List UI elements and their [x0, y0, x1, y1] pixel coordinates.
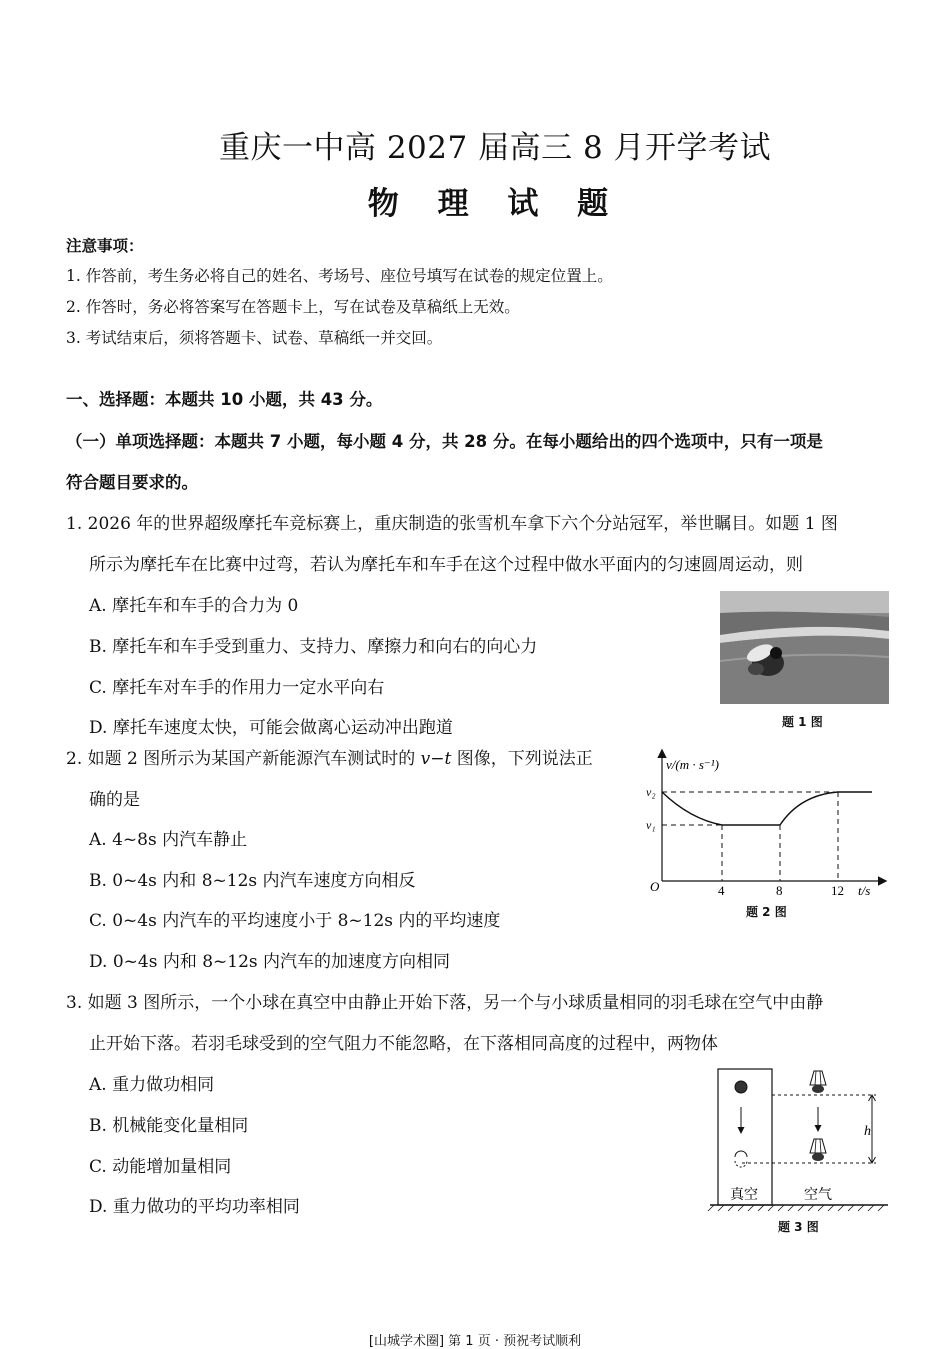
- exam-subtitle: 物 理 试 题: [367, 186, 623, 222]
- ground-hatch: [708, 1205, 884, 1211]
- t-axis-label: t/s: [858, 883, 871, 898]
- height-label: h: [864, 1124, 871, 1139]
- q3-option-c: C. 动能增加量相同: [89, 1157, 232, 1177]
- vt-curve: [662, 792, 872, 825]
- ball-end: [735, 1151, 747, 1157]
- shuttlecock-start: [810, 1071, 826, 1093]
- notice-item: 2. 作答时，务必将答案写在答题卡上，写在试卷及草稿纸上无效。: [66, 298, 520, 316]
- q3-fall-figure: [706, 1065, 890, 1215]
- q3-option-d: D. 重力做功的平均功率相同: [89, 1197, 300, 1217]
- ball-arrow: [738, 1127, 745, 1134]
- tick-label-12: 12: [831, 883, 844, 898]
- q1-figure-caption: 题 1 图: [782, 715, 823, 729]
- q1-option-a: A. 摩托车和车手的合力为 0: [89, 596, 299, 616]
- shuttlecock-end: [810, 1139, 826, 1161]
- page-footer: [山城学术圈] 第 1 页 · 预祝考试顺利: [368, 1334, 582, 1349]
- vacuum-label: 真空: [730, 1187, 758, 1203]
- v-axis-label: v/(m · s⁻¹): [666, 757, 719, 772]
- q2-figure-caption: 题 2 图: [746, 905, 787, 919]
- q1-option-c: C. 摩托车对车手的作用力一定水平向右: [89, 678, 385, 698]
- q2-option-a: A. 4~8s 内汽车静止: [89, 830, 248, 850]
- q3-option-a: A. 重力做功相同: [89, 1075, 215, 1095]
- subsection-heading-line2: 符合题目要求的。: [66, 473, 198, 492]
- origin-label: O: [650, 879, 660, 894]
- q2-option-c: C. 0~4s 内汽车的平均速度小于 8~12s 内的平均速度: [89, 911, 501, 931]
- q3-option-b: B. 机械能变化量相同: [89, 1116, 249, 1136]
- q1-option-b: B. 摩托车和车手受到重力、支持力、摩擦力和向右的向心力: [89, 637, 538, 657]
- q3-stem-line1: 3. 如题 3 图所示，一个小球在真空中由静止开始下落，另一个与小球质量相同的羽毛球在空气中由静: [66, 993, 824, 1013]
- section-heading: 一、选择题：本题共 10 小题，共 43 分。: [66, 390, 383, 409]
- q1-stem-line2: 所示为摩托车在比赛中过弯，若认为摩托车和车手在这个过程中做水平面内的匀速圆周运动，则: [89, 555, 803, 575]
- motorcycle-photo: [720, 591, 889, 704]
- notice-item: 3. 考试结束后，须将答题卡、试卷、草稿纸一并交回。: [66, 329, 443, 347]
- q2-stem-pre: 2. 如题 2 图所示为某国产新能源汽车测试时的: [66, 749, 421, 769]
- tick-label-8: 8: [776, 883, 783, 898]
- q2-stem-line1: [66, 744, 593, 769]
- q2-option-d: D. 0~4s 内和 8~12s 内汽车的加速度方向相同: [89, 952, 451, 972]
- air-label: 空气: [804, 1187, 832, 1203]
- v2-label: v₂: [646, 785, 656, 799]
- q2-stem-var: v−t: [420, 749, 452, 769]
- q2-stem-line2: 确的是: [89, 790, 140, 810]
- q3-figure-caption: 题 3 图: [778, 1220, 819, 1234]
- shuttlecock-arrow: [815, 1125, 822, 1132]
- q1-option-d: D. 摩托车速度太快，可能会做离心运动冲出跑道: [89, 718, 453, 738]
- notice-item: 1. 作答前，考生务必将自己的姓名、考场号、座位号填写在试卷的规定位置上。: [66, 267, 613, 285]
- q2-option-b: B. 0~4s 内和 8~12s 内汽车速度方向相反: [89, 871, 416, 891]
- v1-label: v₁: [646, 818, 656, 832]
- ball-start: [735, 1081, 747, 1093]
- subsection-heading-line1: （一）单项选择题：本题共 7 小题，每小题 4 分，共 28 分。在每小题给出的四个选项中，只有一项是: [66, 432, 823, 451]
- q2-vt-graph: [640, 745, 890, 900]
- q2-stem-post: 图像，下列说法正: [451, 749, 593, 769]
- notice-heading: 注意事项：: [66, 237, 144, 255]
- tick-label-4: 4: [718, 883, 725, 898]
- q1-stem-line1: 1. 2026 年的世界超级摩托车竞标赛上，重庆制造的张雪机车拿下六个分站冠军，举世瞩目。如题 1 图: [66, 514, 838, 534]
- exam-title: 重庆一中高 2027 届高三 8 月开学考试: [218, 130, 772, 166]
- q3-stem-line2: 止开始下落。若羽毛球受到的空气阻力不能忽略，在下落相同高度的过程中，两物体: [89, 1034, 718, 1054]
